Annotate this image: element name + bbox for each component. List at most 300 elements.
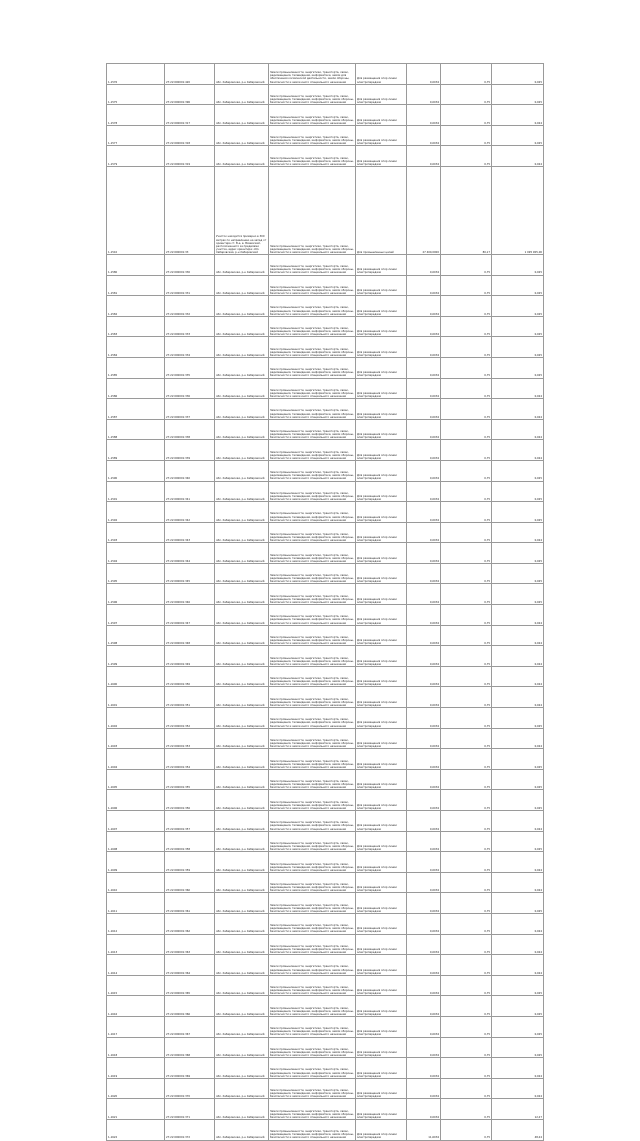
table-row [107, 105, 544, 126]
sum-value: 0,025 [492, 790, 544, 811]
area-value: 0,0034 [407, 605, 441, 626]
rate-value: 0,75 [441, 419, 492, 440]
rate-value: 0,75 [441, 769, 492, 790]
permitted-use: Для размещения опор линии электропередачи [356, 1058, 407, 1079]
area-value: 0,0034 [407, 563, 441, 584]
sum-value: 0,025 [492, 1016, 544, 1037]
row-number: 1-1577 [107, 125, 165, 146]
rate-value: 0,75 [441, 146, 492, 167]
table-row [107, 749, 544, 770]
permitted-use: Для размещения опор линии электропередачи [356, 811, 407, 832]
table-row [107, 337, 544, 358]
row-number: 1-1590 [107, 460, 165, 481]
table-row [107, 934, 544, 955]
cadastral-number: 27:22:000001:349 [165, 646, 215, 667]
rate-value: 0,75 [441, 1037, 492, 1058]
rate-value: 0,75 [441, 125, 492, 146]
rate-value: 0,75 [441, 934, 492, 955]
permitted-use: Для размещения опор линии электропередачи [356, 481, 407, 502]
land-category: Земли промышленности, энергетики, транспорта, связи, радиовещания, телевидения, информатики, земли обороны, безопасности и земли иного специального назначения [269, 996, 356, 1017]
table-row [107, 296, 544, 317]
permitted-use: Для размещения опор линии электропередачи [356, 1078, 407, 1099]
permitted-use: Для размещения опор линии электропередачи [356, 646, 407, 667]
cadastral-number: 27:22:000001:368 [165, 1037, 215, 1058]
permitted-use: Для размещения опор линии электропередачи [356, 316, 407, 337]
area-value: 0,0034 [407, 378, 441, 399]
permitted-use: Для размещения опор линии электропередачи [356, 584, 407, 605]
cadastral-number: 27:22:000001:338 [165, 419, 215, 440]
land-category: Земли промышленности, энергетики, транспорта, связи, радиовещания, телевидения, информатики, земли обороны, безопасности и земли иного специального назначения [269, 1099, 356, 1120]
row-number: 1-1617 [107, 1016, 165, 1037]
permitted-use: Для размещения опор линии электропередачи [356, 563, 407, 584]
permitted-use: Для размещения опор линии электропередачи [356, 502, 407, 523]
sum-value: 0,025 [492, 460, 544, 481]
sum-value: 0,024 [492, 934, 544, 955]
rate-value: 0,75 [441, 84, 492, 105]
cadastral-number: 27:22:000001:366 [165, 996, 215, 1017]
land-category: Земли промышленности, энергетики, транспорта, связи, радиовещания, телевидения, информатики, земли обороны, безопасности и земли иного специального назначения [269, 1037, 356, 1058]
area-value: 0,0034 [407, 646, 441, 667]
land-category: Земли промышленности, энергетики, транспорта, связи, радиовещания, телевидения, информатики, земли обороны, безопасности и земли иного специального назначения [269, 166, 356, 254]
table-row [107, 254, 544, 275]
sum-value: 0,025 [492, 84, 544, 105]
area-value: 0,0034 [407, 146, 441, 167]
address: обл. Хабаровская, р-н Хабаровский [215, 440, 269, 461]
permitted-use: Для размещения опор линии электропередачи [356, 955, 407, 976]
land-category: Земли промышленности, энергетики, транспорта, связи, радиовещания, телевидения, информатики, земли обороны, безопасности и земли иного специального назначения [269, 125, 356, 146]
row-number: 1-1611 [107, 893, 165, 914]
row-number: 1-1615 [107, 975, 165, 996]
table-row [107, 996, 544, 1017]
row-number: 1-1596 [107, 584, 165, 605]
table-row [107, 1119, 544, 1140]
land-category: Земли промышленности, энергетики, транспорта, связи, радиовещания, телевидения, информатики, земли обороны, безопасности и земли иного специального назначения [269, 1016, 356, 1037]
table-row [107, 1016, 544, 1037]
permitted-use: Для размещения опор линии электропередачи [356, 460, 407, 481]
row-number: 1-1618 [107, 1037, 165, 1058]
land-category: Земли промышленности, энергетики, транспорта, связи, радиовещания, телевидения, информатики, земли обороны, безопасности и земли иного специального назначения [269, 749, 356, 770]
area-value: 0,0034 [407, 749, 441, 770]
permitted-use: Для размещения опор линии электропередачи [356, 543, 407, 564]
area-value: 0,0034 [407, 708, 441, 729]
rate-value: 0,75 [441, 831, 492, 852]
sum-value: 0,025 [492, 1037, 544, 1058]
row-number: 1-1612 [107, 913, 165, 934]
rate-value: 0,75 [441, 1099, 492, 1120]
cadastral-number: 27:22:000001:335 [165, 357, 215, 378]
sum-value: 0,025 [492, 708, 544, 729]
cadastral-number: 27:22:000001:331 [165, 275, 215, 296]
rate-value: 0,75 [441, 105, 492, 126]
area-value: 0,0034 [407, 399, 441, 420]
sum-value: 0,025 [492, 769, 544, 790]
area-value: 0,0034 [407, 831, 441, 852]
area-value: 0,0034 [407, 1099, 441, 1120]
table-row [107, 84, 544, 105]
rate-value: 80,17 [441, 166, 492, 254]
permitted-use: Для размещения опор линии электропередачи [356, 749, 407, 770]
permitted-use: Для размещения опор линии электропередачи [356, 769, 407, 790]
address: обл. Хабаровская, р-н Хабаровский [215, 625, 269, 646]
land-category: Земли промышленности, энергетики, транспорта, связи, радиовещания, телевидения, информатики, земли обороны, безопасности и земли иного специального назначения [269, 481, 356, 502]
row-number: 1-1609 [107, 852, 165, 873]
rate-value: 0,75 [441, 728, 492, 749]
table-row [107, 708, 544, 729]
table-row [107, 852, 544, 873]
area-value: 0,0034 [407, 584, 441, 605]
sum-value: 0,024 [492, 1078, 544, 1099]
land-category: Земли промышленности, энергетики, транспорта, связи, радиовещания, телевидения, информатики, земли обороны, безопасности и земли иного специального назначения [269, 419, 356, 440]
row-number: 1-1621 [107, 1099, 165, 1120]
land-category: Земли промышленности, энергетики, транспорта, связи, радиовещания, телевидения, информатики, земли обороны, безопасности и земли иного специального назначения [269, 769, 356, 790]
sum-value: 0,024 [492, 728, 544, 749]
rate-value: 0,75 [441, 646, 492, 667]
permitted-use: Для размещения опор линии электропередачи [356, 831, 407, 852]
row-number: 1-1610 [107, 872, 165, 893]
address: обл. Хабаровская, р-н Хабаровский [215, 254, 269, 275]
row-number: 1-1594 [107, 543, 165, 564]
land-category: Земли промышленности, энергетики, транспорта, связи, радиовещания, телевидения, информатики, земли обороны, безопасности и земли иного специального назначения [269, 893, 356, 914]
rate-value: 0,75 [441, 440, 492, 461]
sum-value: 0,025 [492, 275, 544, 296]
address: обл. Хабаровская, р-н Хабаровский [215, 749, 269, 770]
permitted-use: Для размещения опор линии электропередачи [356, 728, 407, 749]
table-row [107, 440, 544, 461]
address: обл. Хабаровская, р-н Хабаровский [215, 522, 269, 543]
address: обл. Хабаровская, р-н Хабаровский [215, 872, 269, 893]
address: обл. Хабаровская, р-н Хабаровский [215, 481, 269, 502]
cadastral-number: 27:22:000001:396 [165, 84, 215, 105]
permitted-use: Для размещения опор линии электропередачи [356, 146, 407, 167]
address: обл. Хабаровская, р-н Хабаровский [215, 146, 269, 167]
row-number: 1-1614 [107, 955, 165, 976]
cadastral-number: 27:22:000001:361 [165, 893, 215, 914]
area-value: 0,0034 [407, 811, 441, 832]
land-category: Земли промышленности, энергетики, транспорта, связи, радиовещания, телевидения, информатики, земли обороны, безопасности и земли иного специального назначения [269, 275, 356, 296]
land-category: Земли промышленности, энергетики, транспорта, связи, радиовещания, телевидения, информатики, земли обороны, безопасности и земли иного специального назначения [269, 502, 356, 523]
area-value: 0,0034 [407, 275, 441, 296]
area-value: 0,0034 [407, 934, 441, 955]
cadastral-number: 27:22:000001:369 [165, 1058, 215, 1079]
address: обл. Хабаровская, р-н Хабаровский [215, 419, 269, 440]
sum-value: 0,024 [492, 522, 544, 543]
address: обл. Хабаровская, р-н Хабаровский [215, 831, 269, 852]
permitted-use: Для размещения опор линии электропередачи [356, 934, 407, 955]
address: обл. Хабаровская, р-н Хабаровский [215, 337, 269, 358]
address: обл. Хабаровская, р-н Хабаровский [215, 1078, 269, 1099]
table-body [107, 64, 544, 1141]
sum-value: 0,024 [492, 913, 544, 934]
area-value: 0,0034 [407, 337, 441, 358]
sum-value: 0,024 [492, 687, 544, 708]
land-category: Земли промышленности, энергетики, транспорта, связи, радиовещания, телевидения, информатики, земли обороны, безопасности и земли иного специального назначения [269, 934, 356, 955]
row-number: 1-1600 [107, 666, 165, 687]
cadastral-number: 27:22:000001:371 [165, 1099, 215, 1120]
rate-value: 0,75 [441, 460, 492, 481]
table-row [107, 481, 544, 502]
sum-value: 0,025 [492, 316, 544, 337]
address: обл. Хабаровская, р-н Хабаровский [215, 296, 269, 317]
land-category: Земли промышленности, энергетики, транспорта, связи, радиовещания, телевидения, информатики, земли обороны, безопасности и земли иного специального назначения [269, 522, 356, 543]
rate-value: 0,75 [441, 316, 492, 337]
land-category: Земли промышленности, энергетики, транспорта, связи, радиовещания, телевидения, информатики, земли обороны, безопасности и земли иного специального назначения [269, 378, 356, 399]
table-row [107, 316, 544, 337]
sum-value: 1 095 905,00 [492, 166, 544, 254]
land-category: Земли промышленности, энергетики, транспорта, связи, радиовещания, телевидения, информатики, земли обороны, безопасности и земли иного специального назначения [269, 1058, 356, 1079]
permitted-use: Для размещения опор линии электропередачи [356, 852, 407, 873]
address: обл. Хабаровская, р-н Хабаровский [215, 502, 269, 523]
area-value: 0,0034 [407, 728, 441, 749]
address: обл. Хабаровская, р-н Хабаровский [215, 563, 269, 584]
land-category: Земли промышленности, энергетики, транспорта, связи, радиовещания, телевидения, информатики, земли обороны, безопасности и земли иного специального назначения [269, 955, 356, 976]
land-category: Земли промышленности, энергетики, транспорта, связи, радиовещания, телевидения, информатики, земли обороны, безопасности и земли иного специального назначения [269, 460, 356, 481]
row-number: 1-1607 [107, 811, 165, 832]
address: обл. Хабаровская, р-н Хабаровский [215, 105, 269, 126]
address: обл. Хабаровская, р-н Хабаровский [215, 646, 269, 667]
land-category: Земли промышленности, энергетики, транспорта, связи, радиовещания, телевидения, информатики, земли обороны, безопасности и земли иного специального назначения [269, 84, 356, 105]
permitted-use: Для размещения опор линии электропередачи [356, 399, 407, 420]
land-category: Земли промышленности, энергетики, транспорта, связи, радиовещания, телевидения, информатики, земли обороны, безопасности и земли иного специального назначения [269, 975, 356, 996]
table-row [107, 872, 544, 893]
cadastral-number: 27:22:000001:367 [165, 1016, 215, 1037]
permitted-use: Для размещения опор линии электропередачи [356, 254, 407, 275]
address: обл. Хабаровская, р-н Хабаровский [215, 275, 269, 296]
table-row [107, 955, 544, 976]
area-value: 0,0034 [407, 440, 441, 461]
sum-value: 0,024 [492, 955, 544, 976]
table-row [107, 913, 544, 934]
area-value: 0,0034 [407, 625, 441, 646]
area-value: 0,0034 [407, 955, 441, 976]
land-category: Земли промышленности, энергетики, транспорта, связи, радиовещания, телевидения, информатики, земли обороны, безопасности и земли иного специального назначения [269, 296, 356, 317]
sum-value: 0,024 [492, 646, 544, 667]
permitted-use: Для размещения опор линии электропередачи [356, 296, 407, 317]
address: обл. Хабаровская, р-н Хабаровский [215, 955, 269, 976]
permitted-use: Для промышленных целей [356, 166, 407, 254]
table-row [107, 1078, 544, 1099]
rate-value: 0,75 [441, 893, 492, 914]
cadastral-number: 27:22:000001:370 [165, 1078, 215, 1099]
sum-value: 0,025 [492, 481, 544, 502]
area-value: 0,0034 [407, 316, 441, 337]
address: обл. Хабаровская, р-н Хабаровский [215, 666, 269, 687]
row-number: 1-1622 [107, 1119, 165, 1140]
rate-value: 0,75 [441, 605, 492, 626]
sum-value: 0,024 [492, 852, 544, 873]
sum-value: 0,025 [492, 502, 544, 523]
area-value: 0,0034 [407, 481, 441, 502]
area-value: 0,0034 [407, 543, 441, 564]
table-row [107, 975, 544, 996]
sum-value: 0,025 [492, 893, 544, 914]
row-number: 1-1585 [107, 357, 165, 378]
area-value: 0,0034 [407, 125, 441, 146]
rate-value: 0,75 [441, 481, 492, 502]
sum-value: 0,024 [492, 105, 544, 126]
address: обл. Хабаровская, р-н Хабаровский [215, 64, 269, 85]
sum-value: 0,025 [492, 543, 544, 564]
area-value: 11,6034 [407, 1119, 441, 1140]
area-value: 0,0034 [407, 769, 441, 790]
row-number: 1-1593 [107, 522, 165, 543]
row-number: 1-1584 [107, 337, 165, 358]
table-row [107, 625, 544, 646]
land-category: Земли промышленности, энергетики, транспорта, связи, радиовещания, телевидения, информатики, земли обороны, безопасности и земли иного специального назначения [269, 1119, 356, 1140]
rate-value: 0,75 [441, 337, 492, 358]
area-value: 0,0034 [407, 84, 441, 105]
cadastral-number: 27:22:000001:350 [165, 666, 215, 687]
row-number: 1-1599 [107, 646, 165, 667]
rate-value: 0,75 [441, 296, 492, 317]
sum-value: 0,025 [492, 254, 544, 275]
land-category: Земли промышленности, энергетики, транспорта, связи, радиовещания, телевидения, информатики, земли обороны, безопасности и земли иного специального назначения [269, 666, 356, 687]
rate-value: 0,75 [441, 666, 492, 687]
land-category: Земли промышленности, энергетики, транспорта, связи, радиовещания, телевидения, информатики, земли обороны, безопасности и земли иного специального назначения [269, 708, 356, 729]
area-value: 0,0034 [407, 522, 441, 543]
area-value: 0,0034 [407, 1078, 441, 1099]
sum-value: 0,025 [492, 337, 544, 358]
rate-value: 0,75 [441, 1016, 492, 1037]
table-row [107, 1058, 544, 1079]
sum-value: 0,024 [492, 625, 544, 646]
land-category: Земли промышленности, энергетики, транспорта, связи, радиовещания, телевидения, информатики, земли обороны, безопасности и земли иного специального назначения [269, 316, 356, 337]
table-row [107, 419, 544, 440]
rate-value: 0,75 [441, 254, 492, 275]
area-value: 0,0034 [407, 502, 441, 523]
address: обл. Хабаровская, р-н Хабаровский [215, 852, 269, 873]
address: обл. Хабаровская, р-н Хабаровский [215, 543, 269, 564]
rate-value: 0,75 [441, 913, 492, 934]
rate-value: 0,75 [441, 378, 492, 399]
rate-value: 0,75 [441, 522, 492, 543]
rate-value: 0,75 [441, 708, 492, 729]
area-value: 0,0034 [407, 1058, 441, 1079]
cadastral-number: 27:22:000001:353 [165, 728, 215, 749]
row-number: 1-1592 [107, 502, 165, 523]
area-value: 0,0034 [407, 666, 441, 687]
row-number: 1-1580 [107, 254, 165, 275]
cadastral-number: 27:22:000001:318 [165, 125, 215, 146]
sum-value: 0,025 [492, 64, 544, 85]
table-row [107, 146, 544, 167]
permitted-use: Для размещения опор линии электропередачи [356, 913, 407, 934]
row-number: 1-1583 [107, 316, 165, 337]
rate-value: 0,75 [441, 563, 492, 584]
cadastral-number: 27:22:000001:358 [165, 831, 215, 852]
cadastral-number: 27:22:000001:351 [165, 687, 215, 708]
address: обл. Хабаровская, р-н Хабаровский [215, 399, 269, 420]
rate-value: 0,75 [441, 872, 492, 893]
row-number: 1-1581 [107, 275, 165, 296]
cadastral-number: 27:22:000001:332 [165, 296, 215, 317]
cadastral-number: 27:22:000001:363 [165, 934, 215, 955]
table-row [107, 646, 544, 667]
area-value: 0,0034 [407, 893, 441, 914]
row-number: 1-1579 [107, 146, 165, 167]
address: обл. Хабаровская, р-н Хабаровский [215, 316, 269, 337]
address: обл. Хабаровская, р-н Хабаровский [215, 934, 269, 955]
area-value: 0,0034 [407, 357, 441, 378]
sum-value: 0,025 [492, 975, 544, 996]
rate-value: 0,75 [441, 749, 492, 770]
cadastral-number: 27:22:000001:336 [165, 378, 215, 399]
cadastral-number: 27:22:000001:341 [165, 481, 215, 502]
cadastral-number: 27:22:000001:355 [165, 769, 215, 790]
sum-value: 0,024 [492, 872, 544, 893]
land-category: Земли промышленности, энергетики, транспорта, связи, радиовещания, телевидения, информатики, земли обороны, безопасности и земли иного специального назначения [269, 790, 356, 811]
cadastral-number: 27:22:000001:334 [165, 337, 215, 358]
land-registry-table [106, 63, 544, 1141]
sum-value: 0,025 [492, 584, 544, 605]
rate-value: 0,75 [441, 275, 492, 296]
land-category: Земли промышленности, энергетики, транспорта, связи, радиовещания, телевидения, информатики, земли обороны, безопасности и земли иного специального назначения [269, 852, 356, 873]
address: обл. Хабаровская, р-н Хабаровский [215, 687, 269, 708]
permitted-use: Для размещения опор линии электропередачи [356, 790, 407, 811]
rate-value: 0,75 [441, 996, 492, 1017]
cadastral-number: 27:22:000001:339 [165, 440, 215, 461]
sum-value: 48,24 [492, 1119, 544, 1140]
sum-value: 12,27 [492, 1099, 544, 1120]
rate-value: 0,75 [441, 975, 492, 996]
sum-value: 0,024 [492, 399, 544, 420]
permitted-use: Для размещения опор линии электропередачи [356, 357, 407, 378]
land-category: Земли промышленности, энергетики, транспорта, связи, радиовещания, телевидения, информатики, земли обороны, безопасности и земли иного специального назначения [269, 399, 356, 420]
sum-value: 0,024 [492, 146, 544, 167]
rate-value: 0,75 [441, 399, 492, 420]
sum-value: 0,025 [492, 831, 544, 852]
table-row [107, 275, 544, 296]
table-row [107, 166, 544, 254]
land-category: Земли промышленности, энергетики, транспорта, связи, радиовещания, телевидения, информатики, земли обороны, безопасности и земли иного специального назначения [269, 563, 356, 584]
permitted-use: Для размещения опор линии электропередачи [356, 84, 407, 105]
cadastral-number: 27:22:000001:372 [165, 1119, 215, 1140]
rate-value: 0,75 [441, 852, 492, 873]
permitted-use: Для размещения опор линии электропередачи [356, 605, 407, 626]
table-row [107, 687, 544, 708]
cadastral-number: 27:22:000001:354 [165, 749, 215, 770]
land-category: Земли промышленности, энергетики, транспорта, связи, радиовещания, телевидения, информатики, земли обороны, безопасности и земли иного специального назначения [269, 1078, 356, 1099]
table-row [107, 64, 544, 85]
row-number: 1-1595 [107, 563, 165, 584]
permitted-use: Для размещения опор линии электропередачи [356, 275, 407, 296]
area-value: 0,0034 [407, 975, 441, 996]
address: обл. Хабаровская, р-н Хабаровский [215, 1099, 269, 1120]
row-number: 1-1586 [107, 378, 165, 399]
permitted-use: Для размещения опор линии электропередачи [356, 419, 407, 440]
cadastral-number: 27:22:000001:347 [165, 605, 215, 626]
permitted-use: Для размещения опор линии электропередачи [356, 125, 407, 146]
permitted-use: Для размещения опор линии электропередачи [356, 378, 407, 399]
row-number: 1-1598 [107, 625, 165, 646]
cadastral-number: 27:22:000001:343 [165, 522, 215, 543]
cadastral-number: 27:22:000001:33 [165, 166, 215, 254]
land-category: Земли промышленности, энергетики, транспорта, связи, радиовещания, телевидения, информатики, земли обороны, безопасности и земли иного специального назначения [269, 625, 356, 646]
table-row [107, 357, 544, 378]
cadastral-number: 27:22:000001:364 [165, 955, 215, 976]
cadastral-number: 27:22:000001:357 [165, 811, 215, 832]
cadastral-number: 27:22:000001:317 [165, 105, 215, 126]
table-row [107, 543, 544, 564]
address: обл. Хабаровская, р-н Хабаровский [215, 893, 269, 914]
table-row [107, 399, 544, 420]
land-category: Земли промышленности, энергетики, транспорта, связи, радиовещания, телевидения, информатики, земли обороны, безопасности и земли иного специального назначения [269, 913, 356, 934]
sum-value: 0,024 [492, 605, 544, 626]
land-category: Земли промышленности, энергетики, транспорта, связи, радиовещания, телевидения, информатики, земли обороны, безопасности и земли иного специального назначения [269, 440, 356, 461]
sum-value: 0,024 [492, 811, 544, 832]
cadastral-number: 27:22:000001:352 [165, 708, 215, 729]
sum-value: 0,025 [492, 563, 544, 584]
rate-value: 0,75 [441, 64, 492, 85]
